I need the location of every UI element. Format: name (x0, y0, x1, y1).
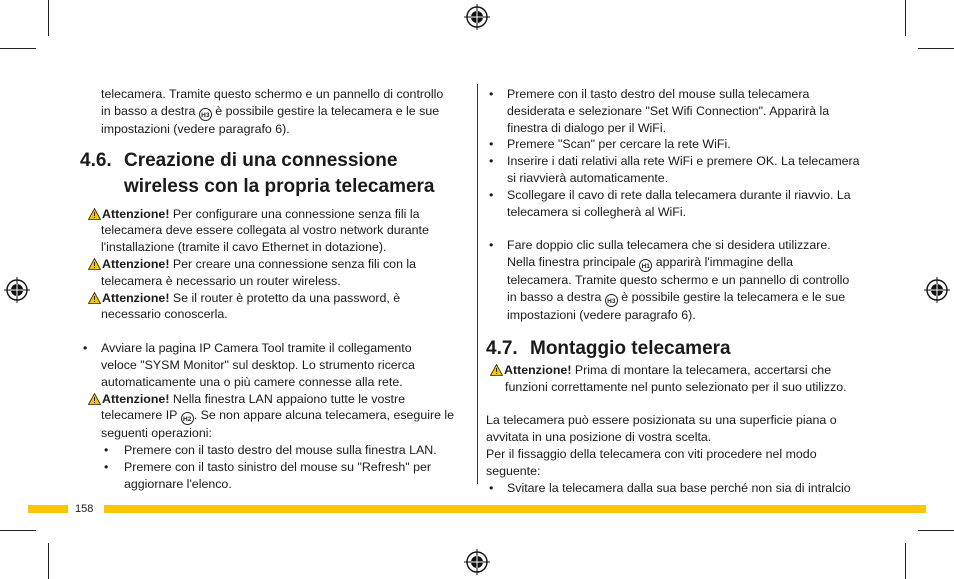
section-heading-4-6: 4.6. Creazione di una connessione wireless con la propria telecamera (80, 149, 435, 197)
registration-mark-icon (924, 277, 950, 303)
list-item: • Premere con il tasto destro del mouse sulla telecamera desiderata e selezionare "Set Wifi Connection". Apparirà la finestra di dialogo per il WiFi. (489, 87, 830, 135)
crop-mark (0, 48, 36, 49)
registration-mark-icon (464, 549, 490, 575)
column-divider (477, 84, 478, 484)
crop-mark (0, 530, 36, 531)
h3-badge-icon: H3 (605, 294, 618, 307)
registration-mark-icon (4, 277, 30, 303)
list-item: • Scollegare il cavo di rete dalla telecamera durante il riavvio. La telecamera si collegherà al WiFi. (489, 187, 851, 219)
list-item: • Premere "Scan" per cercare la rete WiFi. (489, 137, 731, 152)
warning-note: Attenzione! Prima di montare la telecamera, accertarsi che funzioni correttamente nel punto selezionato per il suo utilizzo. (486, 362, 878, 396)
warning-note: Attenzione! Se il router è protetto da una password, è necessario conoscerla. (80, 290, 470, 324)
crop-mark (905, 543, 906, 579)
crop-mark (48, 0, 49, 36)
list-item: • Premere con il tasto sinistro del mouse su "Refresh" per aggiornare l'elenco. (104, 459, 431, 491)
section-heading-4-7: 4.7. Montaggio telecamera (486, 337, 731, 359)
h1-badge-icon: H1 (639, 259, 652, 272)
intro-paragraph: telecamera. Tramite questo schermo e un pannello di controllo in basso a destra H3 è possibile gestire la telecamera e le sue impostazioni (vedere paragrafo 6). (101, 87, 444, 136)
warning-icon (88, 208, 101, 220)
registration-mark-icon (464, 4, 490, 30)
left-column (80, 86, 470, 493)
right-column (486, 86, 878, 496)
crop-mark (918, 530, 954, 531)
paragraph: La telecamera può essere posizionata su una superficie piana o avvitata in una posizione di vostra scelta. Per il fissaggio della telecamera con viti procedere nel modo seguente: (486, 413, 837, 478)
warning-icon (88, 292, 101, 304)
warning-icon (88, 393, 101, 405)
list-item: • Premere con il tasto destro del mouse sulla finestra LAN. (104, 443, 437, 458)
page-number: 158 (75, 503, 94, 515)
warning-note: Attenzione! Per creare una connessione senza fili con la telecamera è necessario un router wireless. (80, 256, 470, 290)
list-item: • Svitare la telecamera dalla sua base perché non sia di intralcio (489, 480, 851, 495)
warning-note: Attenzione! Per configurare una connessione senza fili la telecamera deve essere collegata al vostro network durante l'installazione (tramite il cavo Ethernet in dotazione). (80, 206, 470, 256)
footer-accent-bar (104, 505, 926, 513)
warning-icon (88, 258, 101, 270)
crop-mark (918, 48, 954, 49)
h3-badge-icon: H3 (199, 108, 212, 121)
crop-mark (48, 543, 49, 579)
list-item: • Inserire i dati relativi alla rete WiFi e premere OK. La telecamera si riavvierà automaticamente. (489, 154, 860, 185)
warning-icon (490, 364, 503, 376)
list-item: • Fare doppio clic sulla telecamera che si desidera utilizzare. Nella finestra principale H1 apparirà l'immagine della telecamera. Tramite questo schermo e un pannello di controllo in basso a destra H3 è possibile gestire la telecamera e le sue impostazioni (vedere paragrafo 6). (489, 238, 850, 322)
footer-accent-bar (28, 505, 68, 513)
list-item: • Avviare la pagina IP Camera Tool tramite il collegamento veloce "SYSM Monitor" sul desktop. Lo strumento ricerca automaticamente una o più camere connesse alla rete. (83, 341, 415, 389)
h2-badge-icon: H2 (181, 412, 194, 425)
warning-note: Attenzione! Nella finestra LAN appaiono tutte le vostre telecamere IP H2 . Se non appare alcuna telecamera, eseguire le seguenti operazioni: (80, 391, 470, 443)
crop-mark (905, 0, 906, 36)
